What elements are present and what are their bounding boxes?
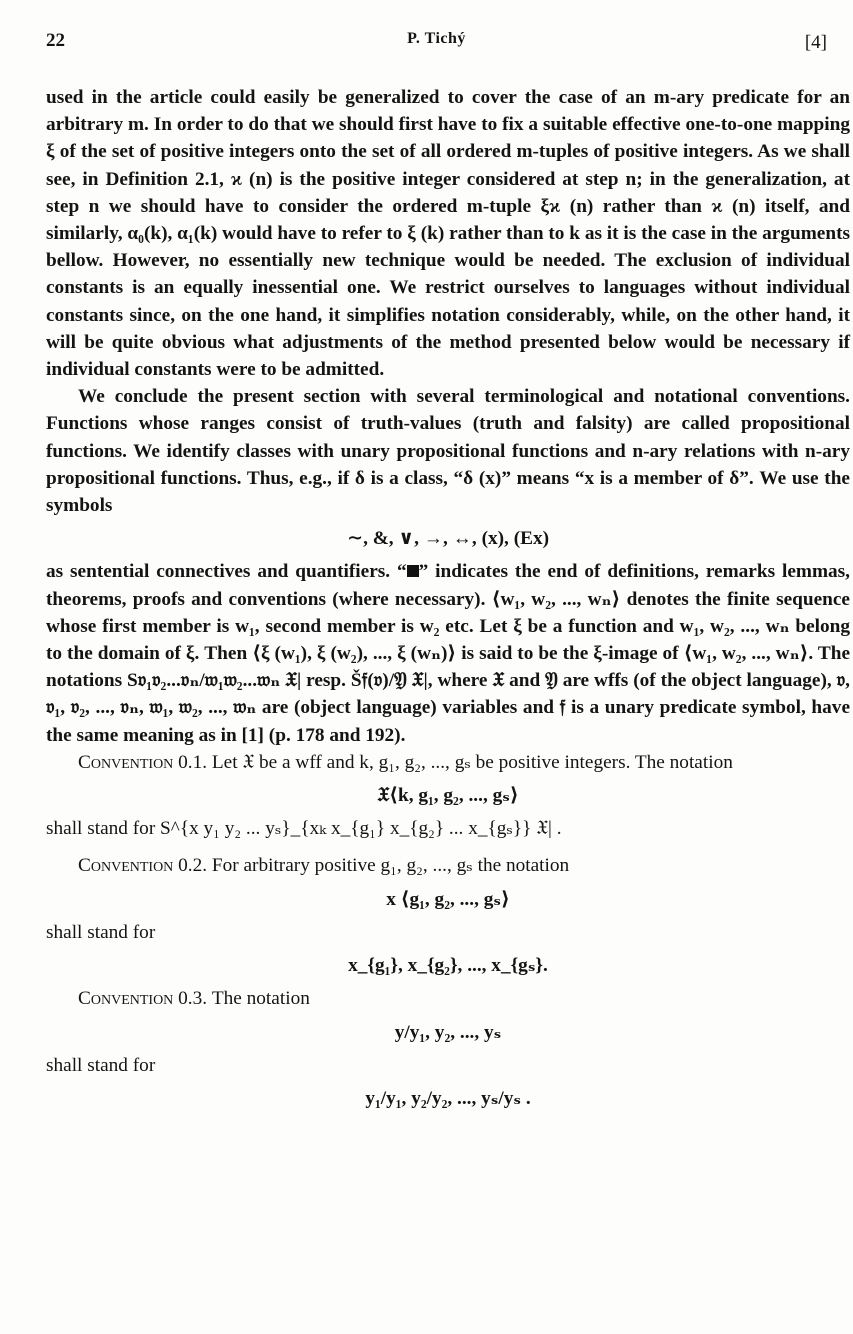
- convention-0-1: [46, 749, 850, 776]
- paragraph-3: [46, 558, 850, 748]
- convention-0-3-result: y₁/y₁, y₂/y₂, ..., yₛ/yₛ .: [365, 1087, 531, 1109]
- filled-square-icon: [407, 565, 419, 577]
- page-number: 22: [46, 30, 65, 51]
- symbols-display: ∼, &, ∨, →, ↔, (x), (Ex): [346, 528, 550, 550]
- convention-0-3-text: The notation: [211, 988, 310, 1010]
- paragraph-3-start: as sentential connectives and quantifiers. “: [46, 561, 407, 583]
- body-text: [46, 84, 850, 1118]
- convention-0-3-display: y/y₁, y₂, ..., yₛ: [394, 1021, 502, 1043]
- convention-0-1-label: Convention 0.1.: [78, 751, 208, 773]
- running-header: [46, 30, 827, 56]
- paragraph-1: used in the article could easily be generalized to cover the case of an m-ary predicate for an arbitrary m. In order to do that we should first have to fix a suitable effective one-to-one mapping ξ of the set of positive integers onto the set of all ordered m-tuples of positive integers. As we shall see, in Definition 2.1, ϰ (n) is the positive integer considered at step n; in the generalization, at step n we should have to consider the ordered m-tuple ξϰ (n) rather than ϰ (n) itself, and similarly, α₀(k), α₁(k) would have to refer to ξ (k) rather than to k as it is the case in the arguments bellow. However, no essentially new technique would be needed. The exclusion of individual constants is an equally inessential one. We restrict ourselves to languages without individual constants since, on the one hand, it simplifies notation considerably, while, on the other hand, it will be quite obvious what adjustments of the method presented below would be necessary if individual constants were to be admitted.: [46, 87, 850, 381]
- convention-0-2-label: Convention 0.2.: [78, 855, 208, 877]
- convention-0-2-text: For arbitrary positive g₁, g₂, ..., gₛ the notation: [211, 855, 570, 877]
- running-author: P. Tichý: [407, 30, 466, 47]
- convention-0-1-text: Let 𝔛 be a wff and k, g₁, g₂, ..., gₛ be positive integers. The notation: [211, 751, 733, 773]
- convention-0-3-label: Convention 0.3.: [78, 988, 208, 1010]
- convention-0-2-shall: shall stand for: [46, 921, 156, 943]
- convention-0-3-shall: shall stand for: [46, 1054, 156, 1076]
- paragraph-2: We conclude the present section with several terminological and notational conventions. Functions whose ranges consist of truth-values (truth and falsity) are called propositional functions. We identify classes with unary propositional functions and n-ary relations with n-ary propositional functions. Thus, e.g., if δ is a class, “δ (x)” means “x is a member of δ”. We use the symbols: [46, 386, 850, 517]
- section-number: [4]: [804, 32, 827, 53]
- convention-0-1-display: 𝔛⟨k, g₁, g₂, ..., gₛ⟩: [377, 785, 519, 807]
- convention-0-1-shall: shall stand for S^{x y₁ y₂ ... yₛ}_{xₖ x_{g₁} x_{g₂} ... x_{gₛ}} 𝔛| .: [46, 818, 562, 840]
- convention-0-2: [46, 852, 850, 879]
- paragraph-3-rest: ” indicates the end of definitions, remarks lemmas, theorems, proofs and conventions (where necessary). ⟨w₁, w₂, ..., wₙ⟩ denotes the finite sequence whose first member is w₁, second member is w₂ etc. Let ξ be a function and w₁, w₂, ..., wₙ belong to the domain of ξ. Then ⟨ξ (w₁), ξ (w₂), ..., ξ (wₙ)⟩ is said to be the ξ-image of ⟨w₁, w₂, ..., wₙ⟩. The notations S𝔳₁𝔳₂...𝔳ₙ/𝔴₁𝔴₂...𝔴ₙ 𝔛| resp. Š𝔣(𝔳)/𝔜 𝔛|, where 𝔛 and 𝔜 are wffs (of the object language), 𝔳, 𝔳₁, 𝔳₂, ..., 𝔳ₙ, 𝔴₁, 𝔴₂, ..., 𝔴ₙ are (object language) variables and 𝔣 is a unary predicate symbol, have the same meaning as in [1] (p. 178 and 192).: [46, 561, 850, 746]
- convention-0-2-result: x_{g₁}, x_{g₂}, ..., x_{gₛ}.: [348, 955, 548, 977]
- convention-0-2-display: x ⟨g₁, g₂, ..., gₛ⟩: [386, 888, 510, 910]
- convention-0-3: [46, 985, 850, 1012]
